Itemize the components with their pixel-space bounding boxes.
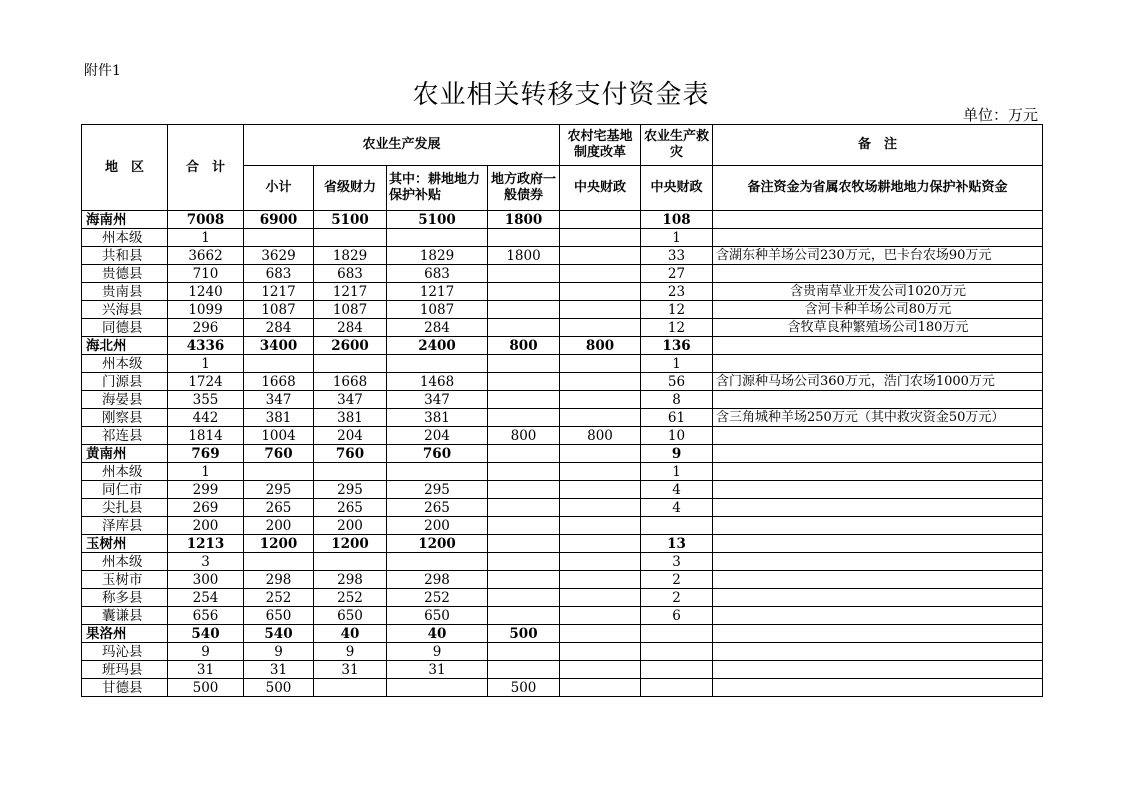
table-row	[82, 301, 1043, 319]
of-which-cell: 40	[387, 625, 488, 643]
provincial-cell: 650	[314, 607, 387, 625]
disaster-cell: 1	[641, 355, 713, 373]
homestead-cell	[560, 409, 641, 427]
disaster-cell: 13	[641, 535, 713, 553]
disaster-cell	[641, 643, 713, 661]
local-bond-cell: 1800	[488, 247, 560, 265]
region-cell: 祁连县	[82, 427, 168, 445]
of-which-cell: 760	[387, 445, 488, 463]
local-bond-cell	[488, 355, 560, 373]
provincial-cell: 1200	[314, 535, 387, 553]
local-bond-cell	[488, 643, 560, 661]
note-cell	[713, 607, 1043, 625]
subtotal-cell	[244, 355, 314, 373]
subtotal-cell: 650	[244, 607, 314, 625]
note-cell: 含湖东种羊场公司230万元，巴卡台农场90万元	[713, 247, 1043, 265]
disaster-cell: 1	[641, 229, 713, 247]
prefecture-row	[82, 625, 1043, 643]
provincial-cell: 1829	[314, 247, 387, 265]
region-cell: 兴海县	[82, 301, 168, 319]
region-cell: 班玛县	[82, 661, 168, 679]
subtotal-cell: 9	[244, 643, 314, 661]
local-bond-cell	[488, 229, 560, 247]
note-cell	[713, 625, 1043, 643]
total-cell: 540	[168, 625, 244, 643]
homestead-cell: 800	[560, 427, 641, 445]
homestead-cell	[560, 625, 641, 643]
region-cell: 州本级	[82, 355, 168, 373]
provincial-cell: 298	[314, 571, 387, 589]
subtotal-cell: 500	[244, 679, 314, 697]
provincial-cell	[314, 229, 387, 247]
note-cell: 含牧草良种繁殖场公司180万元	[713, 319, 1043, 337]
total-cell: 7008	[168, 211, 244, 229]
note-cell	[713, 553, 1043, 571]
subtotal-cell: 1004	[244, 427, 314, 445]
homestead-cell	[560, 589, 641, 607]
note-cell	[713, 571, 1043, 589]
total-cell: 1	[168, 229, 244, 247]
table-row	[82, 373, 1043, 391]
homestead-cell	[560, 607, 641, 625]
disaster-cell: 2	[641, 571, 713, 589]
total-cell: 1	[168, 463, 244, 481]
local-bond-cell	[488, 463, 560, 481]
homestead-cell	[560, 679, 641, 697]
disaster-header: 农业生产救灾	[641, 125, 713, 166]
provincial-cell: 200	[314, 517, 387, 535]
funds-table	[81, 124, 1043, 697]
local-bond-cell	[488, 481, 560, 499]
note-cell	[713, 337, 1043, 355]
of-which-cell	[387, 229, 488, 247]
homestead-cell	[560, 391, 641, 409]
note-cell: 含三角城种羊场250万元（其中救灾资金50万元）	[713, 409, 1043, 427]
disaster-cell: 4	[641, 499, 713, 517]
note-cell: 含门源种马场公司360万元，浩门农场1000万元	[713, 373, 1043, 391]
note-cell	[713, 229, 1043, 247]
disaster-cell	[641, 625, 713, 643]
note-cell	[713, 211, 1043, 229]
homestead-header: 农村宅基地制度改革	[560, 125, 641, 166]
disaster-cell: 3	[641, 553, 713, 571]
region-cell: 同德县	[82, 319, 168, 337]
homestead-cell	[560, 373, 641, 391]
provincial-cell: 284	[314, 319, 387, 337]
subtotal-cell	[244, 229, 314, 247]
disaster-cell: 12	[641, 301, 713, 319]
note-cell	[713, 679, 1043, 697]
provincial-cell	[314, 355, 387, 373]
homestead-cell	[560, 229, 641, 247]
local-bond-cell: 1800	[488, 211, 560, 229]
of-which-cell: 252	[387, 589, 488, 607]
note-cell: 含河卡种羊场公司80万元	[713, 301, 1043, 319]
table-row	[82, 679, 1043, 697]
of-which-cell: 2400	[387, 337, 488, 355]
provincial-cell: 381	[314, 409, 387, 427]
local-bond-cell	[488, 535, 560, 553]
provincial-cell	[314, 553, 387, 571]
subtotal-cell: 1200	[244, 535, 314, 553]
provincial-cell: 252	[314, 589, 387, 607]
local-bond-cell: 800	[488, 427, 560, 445]
disaster-cell: 2	[641, 589, 713, 607]
provincial-cell: 760	[314, 445, 387, 463]
provincial-cell: 9	[314, 643, 387, 661]
region-cell: 州本级	[82, 463, 168, 481]
total-cell: 31	[168, 661, 244, 679]
subtotal-cell: 760	[244, 445, 314, 463]
total-cell: 300	[168, 571, 244, 589]
provincial-cell: 295	[314, 481, 387, 499]
region-cell: 玉树州	[82, 535, 168, 553]
provincial-cell: 40	[314, 625, 387, 643]
provincial-cell: 2600	[314, 337, 387, 355]
region-cell: 贵德县	[82, 265, 168, 283]
header-row-1	[82, 125, 1043, 166]
note-cell	[713, 589, 1043, 607]
subtotal-cell	[244, 553, 314, 571]
total-cell: 769	[168, 445, 244, 463]
total-cell: 200	[168, 517, 244, 535]
total-cell: 299	[168, 481, 244, 499]
table-row	[82, 247, 1043, 265]
table-row	[82, 481, 1043, 499]
table-row	[82, 607, 1043, 625]
local-bond-header: 地方政府一般债券	[488, 166, 560, 211]
region-header: 地 区	[82, 125, 168, 211]
table-row	[82, 229, 1043, 247]
subtotal-cell: 683	[244, 265, 314, 283]
of-which-cell: 295	[387, 481, 488, 499]
region-cell: 囊谦县	[82, 607, 168, 625]
local-bond-cell	[488, 445, 560, 463]
subtotal-cell: 3400	[244, 337, 314, 355]
table-row	[82, 409, 1043, 427]
region-cell: 果洛州	[82, 625, 168, 643]
disaster-cell: 27	[641, 265, 713, 283]
subtotal-cell: 31	[244, 661, 314, 679]
total-cell: 1724	[168, 373, 244, 391]
disaster-cell: 56	[641, 373, 713, 391]
provincial-cell: 204	[314, 427, 387, 445]
disaster-cell	[641, 679, 713, 697]
table-row	[82, 265, 1043, 283]
note-cell	[713, 661, 1043, 679]
of-which-cell: 9	[387, 643, 488, 661]
homestead-cell	[560, 463, 641, 481]
table-row	[82, 355, 1043, 373]
total-cell: 656	[168, 607, 244, 625]
of-which-cell: 347	[387, 391, 488, 409]
of-which-cell: 5100	[387, 211, 488, 229]
subtotal-cell: 3629	[244, 247, 314, 265]
subtotal-cell: 284	[244, 319, 314, 337]
provincial-cell: 265	[314, 499, 387, 517]
region-cell: 共和县	[82, 247, 168, 265]
table-row	[82, 391, 1043, 409]
table-row	[82, 427, 1043, 445]
homestead-cell	[560, 355, 641, 373]
total-cell: 500	[168, 679, 244, 697]
local-bond-cell	[488, 319, 560, 337]
unit-label: 单位：万元	[962, 106, 1038, 124]
homestead-cell	[560, 283, 641, 301]
region-cell: 州本级	[82, 553, 168, 571]
note-cell	[713, 445, 1043, 463]
homestead-cell	[560, 247, 641, 265]
of-which-cell: 200	[387, 517, 488, 535]
subtotal-cell: 200	[244, 517, 314, 535]
provincial-cell: 1668	[314, 373, 387, 391]
remarks-note-header: 备注资金为省属农牧场耕地地力保护补贴资金	[713, 166, 1043, 211]
of-which-cell	[387, 355, 488, 373]
homestead-cell	[560, 499, 641, 517]
total-header: 合 计	[168, 125, 244, 211]
disaster-cell: 12	[641, 319, 713, 337]
disaster-cell: 108	[641, 211, 713, 229]
table-row	[82, 319, 1043, 337]
attachment-label: 附件1	[84, 63, 121, 79]
prefecture-row	[82, 445, 1043, 463]
total-cell: 355	[168, 391, 244, 409]
homestead-cell	[560, 481, 641, 499]
note-cell	[713, 643, 1043, 661]
region-cell: 海晏县	[82, 391, 168, 409]
prefecture-row	[82, 337, 1043, 355]
table-row	[82, 283, 1043, 301]
region-cell: 贵南县	[82, 283, 168, 301]
total-cell: 3	[168, 553, 244, 571]
region-cell: 门源县	[82, 373, 168, 391]
disaster-cell: 9	[641, 445, 713, 463]
of-which-cell	[387, 553, 488, 571]
local-bond-cell: 500	[488, 679, 560, 697]
of-which-cell: 204	[387, 427, 488, 445]
table-row	[82, 571, 1043, 589]
provincial-cell	[314, 463, 387, 481]
local-bond-cell	[488, 283, 560, 301]
of-which-cell: 1200	[387, 535, 488, 553]
disaster-cell: 23	[641, 283, 713, 301]
local-bond-cell: 800	[488, 337, 560, 355]
total-cell: 710	[168, 265, 244, 283]
of-which-cell	[387, 679, 488, 697]
subtotal-cell: 265	[244, 499, 314, 517]
total-cell: 442	[168, 409, 244, 427]
subtotal-header: 小计	[244, 166, 314, 211]
homestead-cell	[560, 553, 641, 571]
of-which-cell: 265	[387, 499, 488, 517]
total-cell: 1	[168, 355, 244, 373]
disaster-cell: 4	[641, 481, 713, 499]
of-which-cell: 1217	[387, 283, 488, 301]
local-bond-cell	[488, 589, 560, 607]
region-cell: 泽库县	[82, 517, 168, 535]
note-cell	[713, 427, 1043, 445]
subtotal-cell: 1668	[244, 373, 314, 391]
provincial-header: 省级财力	[314, 166, 387, 211]
homestead-cell	[560, 211, 641, 229]
region-cell: 玛沁县	[82, 643, 168, 661]
disaster-cell: 33	[641, 247, 713, 265]
table-row	[82, 661, 1043, 679]
table-row	[82, 517, 1043, 535]
homestead-cell	[560, 535, 641, 553]
disaster-cell	[641, 517, 713, 535]
local-bond-cell	[488, 301, 560, 319]
note-cell	[713, 391, 1043, 409]
total-cell: 296	[168, 319, 244, 337]
page-title: 农业相关转移支付资金表	[412, 80, 710, 110]
note-cell	[713, 517, 1043, 535]
region-cell: 海北州	[82, 337, 168, 355]
table-row	[82, 553, 1043, 571]
local-bond-cell	[488, 571, 560, 589]
disaster-cell: 61	[641, 409, 713, 427]
total-cell: 1240	[168, 283, 244, 301]
homestead-cell	[560, 445, 641, 463]
table-row	[82, 463, 1043, 481]
note-cell: 含贵南草业开发公司1020万元	[713, 283, 1043, 301]
local-bond-cell: 500	[488, 625, 560, 643]
homestead-cell	[560, 517, 641, 535]
total-cell: 254	[168, 589, 244, 607]
subtotal-cell: 1087	[244, 301, 314, 319]
central-disaster-header: 中央财政	[641, 166, 713, 211]
disaster-cell: 10	[641, 427, 713, 445]
total-cell: 3662	[168, 247, 244, 265]
subtotal-cell: 6900	[244, 211, 314, 229]
note-cell	[713, 535, 1043, 553]
subtotal-cell: 252	[244, 589, 314, 607]
homestead-cell	[560, 265, 641, 283]
region-cell: 同仁市	[82, 481, 168, 499]
homestead-cell	[560, 319, 641, 337]
subtotal-cell	[244, 463, 314, 481]
region-cell: 海南州	[82, 211, 168, 229]
subtotal-cell: 295	[244, 481, 314, 499]
provincial-cell: 1087	[314, 301, 387, 319]
local-bond-cell	[488, 373, 560, 391]
region-cell: 甘德县	[82, 679, 168, 697]
of-which-cell	[387, 463, 488, 481]
disaster-cell: 136	[641, 337, 713, 355]
remarks-header: 备 注	[713, 125, 1043, 166]
of-which-cell: 650	[387, 607, 488, 625]
homestead-cell	[560, 643, 641, 661]
region-cell: 玉树市	[82, 571, 168, 589]
of-which-cell: 1468	[387, 373, 488, 391]
subtotal-cell: 540	[244, 625, 314, 643]
of-which-cell: 683	[387, 265, 488, 283]
prefecture-row	[82, 211, 1043, 229]
of-which-cell: 1087	[387, 301, 488, 319]
total-cell: 1099	[168, 301, 244, 319]
provincial-cell: 683	[314, 265, 387, 283]
of-which-cell: 31	[387, 661, 488, 679]
agri-dev-header: 农业生产发展	[244, 125, 560, 166]
homestead-cell: 800	[560, 337, 641, 355]
region-cell: 尖扎县	[82, 499, 168, 517]
local-bond-cell	[488, 553, 560, 571]
note-cell	[713, 481, 1043, 499]
local-bond-cell	[488, 265, 560, 283]
table-row	[82, 499, 1043, 517]
of-which-cell: 284	[387, 319, 488, 337]
region-cell: 黄南州	[82, 445, 168, 463]
provincial-cell: 1217	[314, 283, 387, 301]
disaster-cell: 1	[641, 463, 713, 481]
local-bond-cell	[488, 499, 560, 517]
note-cell	[713, 499, 1043, 517]
provincial-cell: 347	[314, 391, 387, 409]
table-row	[82, 643, 1043, 661]
local-bond-cell	[488, 391, 560, 409]
of-which-header: 其中：耕地地力保护补贴	[387, 166, 488, 211]
provincial-cell: 5100	[314, 211, 387, 229]
local-bond-cell	[488, 409, 560, 427]
subtotal-cell: 381	[244, 409, 314, 427]
disaster-cell: 8	[641, 391, 713, 409]
note-cell	[713, 265, 1043, 283]
subtotal-cell: 1217	[244, 283, 314, 301]
note-cell	[713, 463, 1043, 481]
provincial-cell	[314, 679, 387, 697]
subtotal-cell: 347	[244, 391, 314, 409]
total-cell: 269	[168, 499, 244, 517]
region-cell: 州本级	[82, 229, 168, 247]
disaster-cell: 6	[641, 607, 713, 625]
of-which-cell: 298	[387, 571, 488, 589]
provincial-cell: 31	[314, 661, 387, 679]
homestead-cell	[560, 301, 641, 319]
disaster-cell	[641, 661, 713, 679]
region-cell: 称多县	[82, 589, 168, 607]
of-which-cell: 381	[387, 409, 488, 427]
total-cell: 1213	[168, 535, 244, 553]
table-row	[82, 589, 1043, 607]
total-cell: 4336	[168, 337, 244, 355]
prefecture-row	[82, 535, 1043, 553]
region-cell: 刚察县	[82, 409, 168, 427]
note-cell	[713, 355, 1043, 373]
local-bond-cell	[488, 517, 560, 535]
total-cell: 1814	[168, 427, 244, 445]
total-cell: 9	[168, 643, 244, 661]
subtotal-cell: 298	[244, 571, 314, 589]
local-bond-cell	[488, 661, 560, 679]
central-homestead-header: 中央财政	[560, 166, 641, 211]
of-which-cell: 1829	[387, 247, 488, 265]
homestead-cell	[560, 661, 641, 679]
local-bond-cell	[488, 607, 560, 625]
homestead-cell	[560, 571, 641, 589]
